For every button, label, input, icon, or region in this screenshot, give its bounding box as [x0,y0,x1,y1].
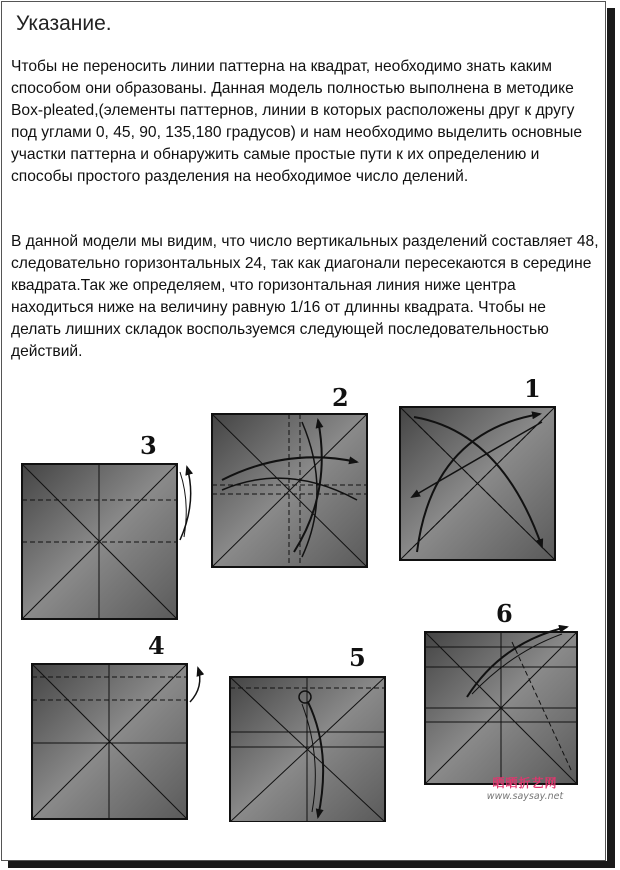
step-1-diagram [400,407,555,560]
site-watermark [470,774,580,802]
step-4-number: 4 [148,631,165,660]
step-2-diagram [212,414,367,567]
step-2-number: 2 [332,383,349,412]
step-6-diagram [425,627,577,784]
step-1-number: 1 [524,374,541,403]
page-shadow-bottom [8,861,615,868]
instruction-paragraph-1: Чтобы не переносить линии паттерна на квадрат, необходимо знать каким способом они образованы. Данная модель полностью выполнена в методике Box-pleated,(элементы паттернов, линии в которых расположены друг к другу под углами 0, 45, 90, 135,180 градусов) и нам необходимо выделить основные участки паттерна и обнаружить самые простые пути к их определению и способы простого разделения на необходимое число делений. [11,58,583,185]
step-5-number: 5 [349,643,366,672]
step-6-number: 6 [496,599,513,628]
step-4-diagram [32,664,200,819]
instruction-paragraph-2: В данной модели мы видим, что число вертикальных разделений составляет 48, следовательно горизонтальных 24, так как диагонали пересекаются в середине квадрата.Так же определяем, что горизонтальная линия ниже центра находиться ниже на величину равную 1/16 от длинны квадрата. Чтобы не делать лишних складок воспользуемся следующей последовательностью действий. [11,233,599,360]
page-title: Указание. [16,12,112,35]
step-5-diagram [230,677,385,822]
step-3-number: 3 [140,431,157,460]
step-3-diagram [22,464,191,619]
watermark-title: 晒晒折艺网 [492,776,558,790]
watermark-url: www.saysay.net [486,791,564,802]
folding-diagrams [2,372,609,822]
document-page [1,1,606,861]
